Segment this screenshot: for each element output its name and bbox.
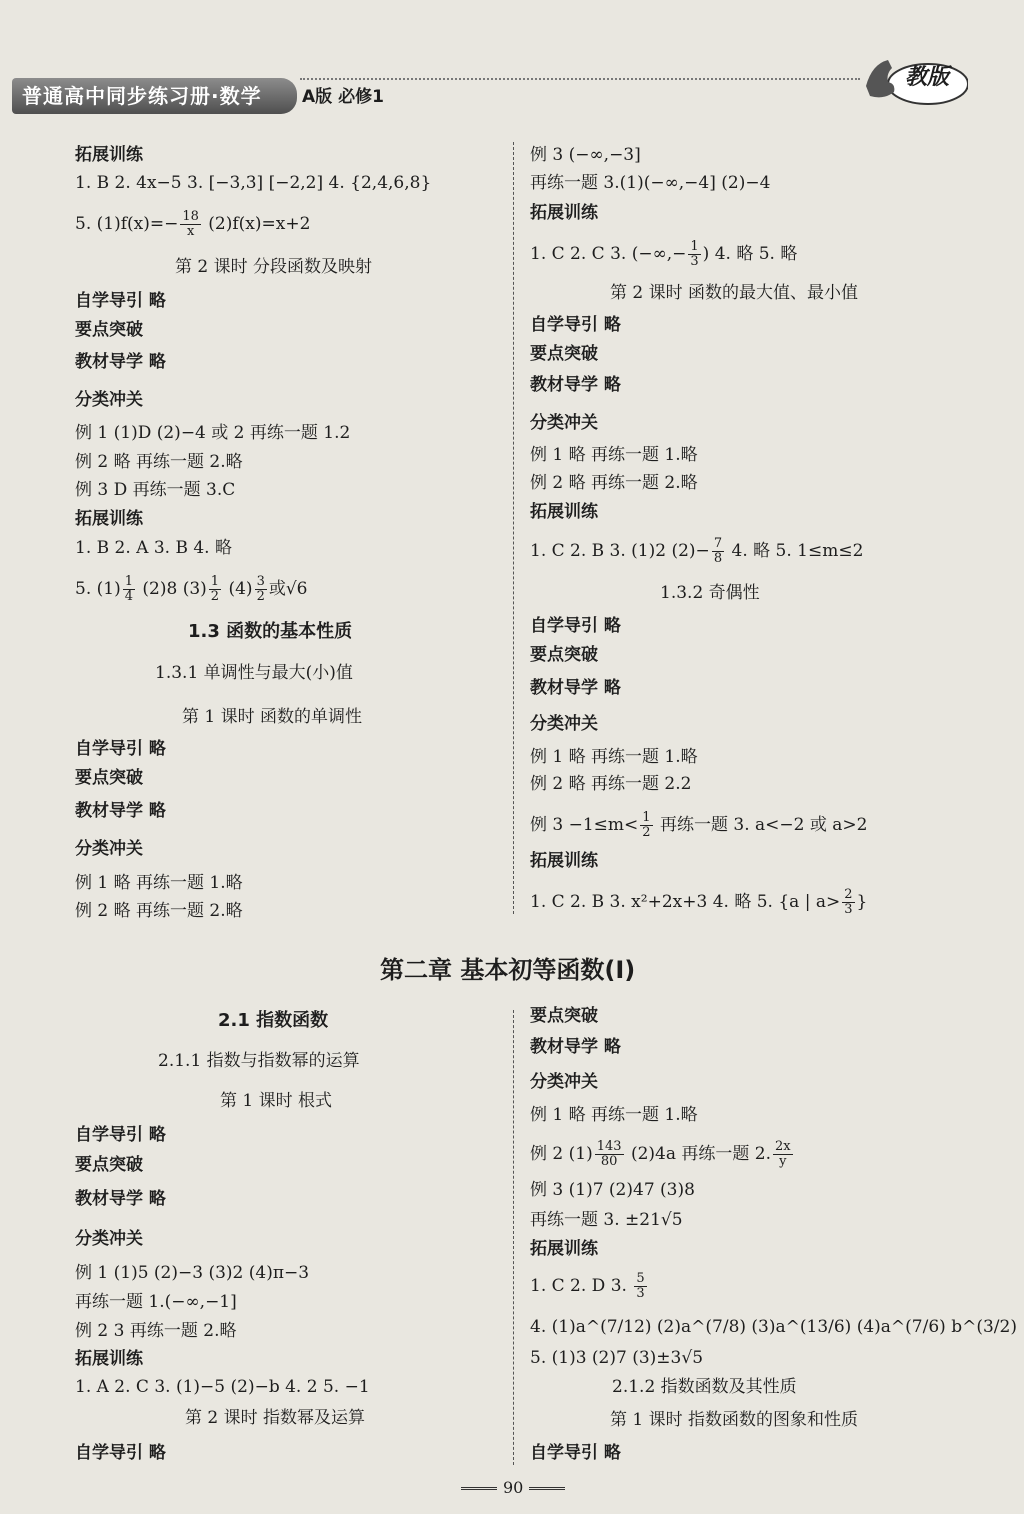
answer-line: 1. C 2. B 3. (1)2 (2)− $\frac{7}{8}$ 4. 略 5. 1≤m≤2 [530, 536, 864, 566]
header-rule [300, 78, 860, 80]
section-label: 要点突破 [75, 320, 143, 340]
lesson-title: 第 1 课时 指数函数的图象和性质 [610, 1410, 859, 1430]
answer-line: 再练一题 3.(1)(−∞,−4] (2)−4 [530, 173, 771, 193]
subsection-title: 1.3.2 奇偶性 [660, 583, 760, 603]
section-title: 2.1 指数函数 [218, 1010, 329, 1031]
section-label: 教材导学 略 [530, 678, 621, 698]
section-label: 要点突破 [75, 768, 143, 788]
answer-line: 例 2 (1) $\frac{143}{80}$ (2)4a 再练一题 2. $\frac{2x}{y}$ [530, 1139, 791, 1169]
heading-extension: 拓展训练 [75, 509, 143, 529]
section-label: 教材导学 略 [530, 375, 621, 395]
answer-line: 5. (1)f(x)=− $\frac{18}{x}$ (2)f(x)=x+2 [75, 209, 311, 239]
book-title: 普通高中同步练习册·数学 [22, 84, 262, 108]
section-label: 分类冲关 [75, 1229, 143, 1249]
section-label: 自学导引 略 [75, 291, 166, 311]
answer-line: 例 2 略 再练一题 2.略 [75, 452, 243, 472]
section-label: 要点突破 [530, 344, 598, 364]
section-label: 自学导引 略 [75, 1443, 166, 1463]
answer-line: 5. (1) $\frac{1}{4}$ (2)8 (3) $\frac{1}{2}$ (4) $\frac{3}{2}$ 或√6 [75, 574, 308, 604]
answer-line: 再练一题 1.(−∞,−1] [75, 1292, 237, 1312]
answer-line: 例 1 (1)5 (2)−3 (3)2 (4)π−3 [75, 1263, 310, 1283]
lesson-title: 第 2 课时 指数幂及运算 [185, 1408, 366, 1428]
answer-line: 例 1 略 再练一题 1.略 [530, 445, 698, 465]
answer-line: 例 1 (1)D (2)−4 或 2 再练一题 1.2 [75, 423, 351, 443]
answer-line: 例 2 略 再练一题 2.略 [75, 901, 243, 921]
section-label: 自学导引 略 [530, 315, 621, 335]
section-label: 自学导引 略 [530, 1443, 621, 1463]
section-label: 分类冲关 [530, 1072, 598, 1092]
lesson-title: 第 1 课时 根式 [220, 1091, 333, 1111]
answer-line: 例 3 D 再练一题 3.C [75, 480, 236, 500]
section-label: 自学导引 略 [530, 616, 621, 636]
badge-text: 教版 [905, 64, 950, 90]
section-label: 分类冲关 [75, 839, 143, 859]
section-label: 分类冲关 [530, 413, 598, 433]
subsection-title: 2.1.2 指数函数及其性质 [612, 1377, 797, 1397]
section-label: 要点突破 [530, 645, 598, 665]
section-label: 教材导学 略 [75, 801, 166, 821]
subsection-title: 1.3.1 单调性与最大(小)值 [155, 663, 353, 683]
answer-line: 1. B 2. 4x−5 3. [−3,3] [−2,2] 4. {2,4,6,8} [75, 173, 432, 193]
heading-extension: 拓展训练 [75, 145, 143, 165]
page-number: 90 [455, 1478, 571, 1497]
answer-line: 例 2 3 再练一题 2.略 [75, 1321, 237, 1341]
answer-line: 1. A 2. C 3. (1)−5 (2)−b 4. 2 5. −1 [75, 1377, 370, 1397]
answer-line: 4. (1)a^(7/12) (2)a^(7/8) (3)a^(13/6) (4)a^(7/6) b^(3/2) [530, 1317, 1017, 1337]
section-label: 要点突破 [75, 1155, 143, 1175]
answer-line: 5. (1)3 (2)7 (3)±3√5 [530, 1348, 704, 1368]
section-title: 1.3 函数的基本性质 [188, 621, 353, 642]
section-label: 教材导学 略 [75, 352, 166, 372]
heading-extension: 拓展训练 [530, 851, 598, 871]
column-divider-bottom [513, 1010, 514, 1465]
column-divider-top [513, 142, 514, 914]
answer-line: 1. C 2. C 3. (−∞,− $\frac{1}{3}$ ) 4. 略 5. 略 [530, 239, 798, 269]
answer-line: 1. B 2. A 3. B 4. 略 [75, 538, 232, 558]
section-label: 教材导学 略 [530, 1037, 621, 1057]
answer-line: 例 3 (−∞,−3] [530, 145, 641, 165]
heading-extension: 拓展训练 [530, 203, 598, 223]
answer-line: 例 2 略 再练一题 2.略 [530, 473, 698, 493]
answer-line: 例 1 略 再练一题 1.略 [75, 873, 243, 893]
lesson-title: 第 2 课时 分段函数及映射 [175, 257, 373, 277]
answer-line: 例 2 略 再练一题 2.2 [530, 774, 692, 794]
answer-line: 1. C 2. D 3. $\frac{5}{3}$ [530, 1271, 645, 1301]
book-edition: A版 必修1 [302, 87, 384, 107]
heading-extension: 拓展训练 [530, 502, 598, 522]
answer-line: 例 3 (1)7 (2)47 (3)8 [530, 1180, 695, 1200]
section-label: 要点突破 [530, 1006, 598, 1026]
chapter-title: 第二章 基本初等函数(Ⅰ) [380, 956, 636, 984]
section-label: 分类冲关 [530, 714, 598, 734]
heading-extension: 拓展训练 [530, 1239, 598, 1259]
answer-line: 再练一题 3. ±21√5 [530, 1210, 683, 1230]
subsection-title: 2.1.1 指数与指数幂的运算 [158, 1051, 360, 1071]
answer-line: 例 1 略 再练一题 1.略 [530, 747, 698, 767]
section-label: 自学导引 略 [75, 1125, 166, 1145]
section-label: 教材导学 略 [75, 1189, 166, 1209]
section-label: 分类冲关 [75, 390, 143, 410]
lesson-title: 第 1 课时 函数的单调性 [182, 707, 363, 727]
answer-line: 1. C 2. B 3. x²+2x+3 4. 略 5. {a | a> $\frac{2}{3}$ } [530, 887, 868, 917]
section-label: 自学导引 略 [75, 739, 166, 759]
heading-extension: 拓展训练 [75, 1349, 143, 1369]
answer-line: 例 3 −1≤m< $\frac{1}{2}$ 再练一题 3. a<−2 或 a>2 [530, 810, 868, 840]
answer-line: 例 1 略 再练一题 1.略 [530, 1105, 698, 1125]
lesson-title: 第 2 课时 函数的最大值、最小值 [610, 283, 859, 303]
